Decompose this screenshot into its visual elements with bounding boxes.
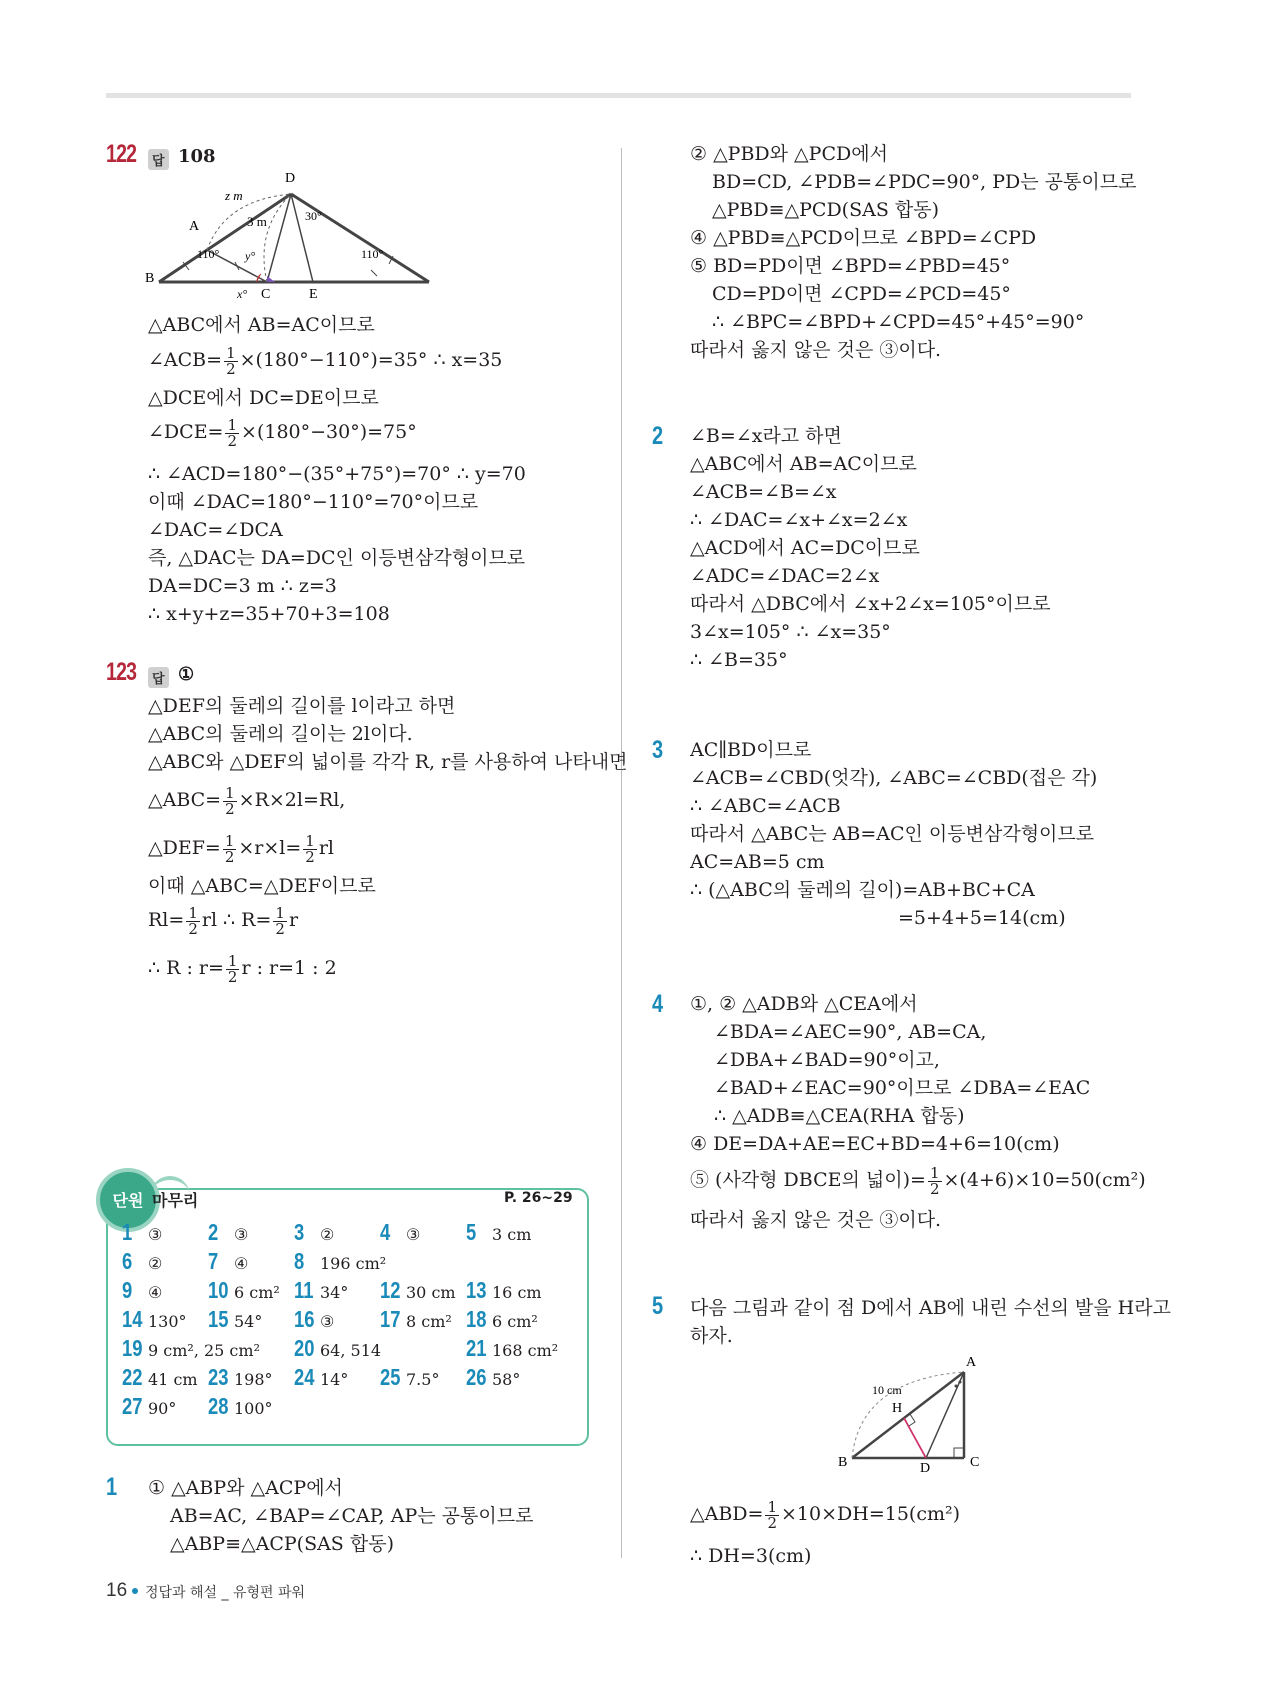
review-item-number: 9 bbox=[122, 1277, 133, 1303]
problem-number: 122 bbox=[106, 140, 137, 168]
review-item-number: 27 bbox=[122, 1393, 143, 1419]
solution-line: ∠B=∠x라고 하면 bbox=[690, 425, 842, 447]
solution-line: CD=PD이면 ∠CPD=∠PCD=45° bbox=[712, 283, 1011, 305]
review-item-number: 28 bbox=[208, 1393, 229, 1419]
review-answer-item bbox=[208, 1248, 248, 1275]
label-C: C bbox=[970, 1455, 980, 1470]
review-item-value: ③ bbox=[320, 1312, 335, 1331]
review-item-value: ④ bbox=[234, 1254, 249, 1273]
solution-line-acb: ∠ACB= $\frac{1}{2}$ ×(180°−110°)=35° ∴ x=35 bbox=[148, 343, 503, 378]
review-answer-item bbox=[122, 1277, 162, 1304]
question-number: 1 bbox=[106, 1473, 118, 1501]
review-answer-item bbox=[294, 1364, 348, 1391]
review-item-value: 41 cm bbox=[148, 1370, 198, 1389]
review-answer-item bbox=[380, 1277, 456, 1304]
review-item-number: 25 bbox=[380, 1364, 401, 1390]
review-item-number: 13 bbox=[466, 1277, 487, 1303]
review-item-number: 1 bbox=[122, 1219, 133, 1245]
review-label: 마무리 bbox=[152, 1191, 199, 1210]
top-rule bbox=[106, 93, 1131, 98]
review-item-value: 6 cm² bbox=[234, 1283, 280, 1302]
solution-line: 3∠x=105° ∴ ∠x=35° bbox=[690, 621, 891, 643]
solution-line: ∠DBA+∠BAD=90°이고, bbox=[714, 1049, 940, 1071]
review-answer-item bbox=[208, 1393, 273, 1420]
solution-line: ∴ ∠ABC=∠ACB bbox=[690, 795, 841, 817]
review-answer-item bbox=[466, 1306, 538, 1333]
review-item-value: ② bbox=[148, 1254, 163, 1273]
solution-line: BD=CD, ∠PDB=∠PDC=90°, PD는 공통이므로 bbox=[712, 171, 1137, 193]
label-zm: z m bbox=[225, 188, 243, 203]
triangle-figure-122 bbox=[145, 170, 435, 300]
review-item-number: 6 bbox=[122, 1248, 133, 1274]
review-item-number: 20 bbox=[294, 1335, 315, 1361]
solution-line: ∴ △ADB≡△CEA(RHA 합동) bbox=[714, 1105, 965, 1127]
problem-number: 123 bbox=[106, 658, 137, 686]
solution-line: 따라서 옳지 않은 것은 ③이다. bbox=[690, 339, 942, 361]
review-item-number: 18 bbox=[466, 1306, 487, 1332]
review-item-value: 54° bbox=[234, 1312, 263, 1331]
solution-line: △PBD≡△PCD(SAS 합동) bbox=[712, 199, 940, 221]
review-item-value: 16 cm bbox=[492, 1283, 542, 1302]
review-item-number: 14 bbox=[122, 1306, 143, 1332]
label-H: H bbox=[892, 1401, 903, 1416]
review-item-value: 64, 514 bbox=[320, 1341, 382, 1360]
review-answer-item bbox=[208, 1306, 262, 1333]
solution-line: △ABC에서 AB=AC이므로 bbox=[148, 314, 375, 336]
review-item-value: 30 cm bbox=[406, 1283, 456, 1302]
review-item-value: ③ bbox=[148, 1225, 163, 1244]
solution-line-abc: △ABC= $\frac{1}{2}$ ×R×2l=Rl, bbox=[148, 783, 346, 818]
solution-line-area: ⑤ (사각형 DBCE의 넓이)= $\frac{1}{2}$ ×(4+6)×10=50(cm²) bbox=[690, 1163, 1146, 1198]
solution-line: △ACD에서 AC=DC이므로 bbox=[690, 537, 920, 559]
review-item-value: ③ bbox=[234, 1225, 249, 1244]
question-number: 2 bbox=[652, 422, 664, 450]
review-tag: 단원 bbox=[96, 1168, 160, 1232]
label-110-a: 110° bbox=[197, 247, 220, 261]
review-item-value: 130° bbox=[148, 1312, 187, 1331]
review-answer-item bbox=[294, 1277, 348, 1304]
solution-line: 다음 그림과 같이 점 D에서 AB에 내린 수선의 발을 H라고 bbox=[690, 1297, 1171, 1319]
review-item-value: ② bbox=[320, 1225, 335, 1244]
review-item-number: 23 bbox=[208, 1364, 229, 1390]
solution-line: ② △PBD와 △PCD에서 bbox=[690, 143, 888, 165]
solution-line: 따라서 △ABC는 AB=AC인 이등변삼각형이므로 bbox=[690, 823, 1095, 845]
review-answer-item bbox=[294, 1219, 334, 1246]
review-answer-item bbox=[208, 1364, 273, 1391]
label-y: y° bbox=[245, 249, 256, 263]
solution-line-dce: ∠DCE= $\frac{1}{2}$ ×(180°−30°)=75° bbox=[148, 415, 417, 450]
solution-line: ① △ABP와 △ACP에서 bbox=[148, 1477, 343, 1499]
solution-line: ∠ACB=∠B=∠x bbox=[690, 481, 837, 503]
solution-line: AC=AB=5 cm bbox=[690, 851, 825, 873]
solution-line: ∠ACB=∠CBD(엇각), ∠ABC=∠CBD(접은 각) bbox=[690, 767, 1098, 789]
footer-bullet bbox=[132, 1588, 138, 1594]
review-item-value: 14° bbox=[320, 1370, 349, 1389]
solution-line: ①, ② △ADB와 △CEA에서 bbox=[690, 993, 918, 1015]
review-item-number: 8 bbox=[294, 1248, 305, 1274]
review-answer-item bbox=[466, 1277, 542, 1304]
solution-line: △DCE에서 DC=DE이므로 bbox=[148, 387, 379, 409]
solution-line: ∠DAC=∠DCA bbox=[148, 519, 283, 541]
review-item-value: 9 cm², 25 cm² bbox=[148, 1341, 260, 1360]
solution-line: ∠BDA=∠AEC=90°, AB=CA, bbox=[714, 1021, 987, 1043]
label-10cm: 10 cm bbox=[872, 1383, 902, 1397]
solution-line-rl: Rl= $\frac{1}{2}$ rl ∴ R= $\frac{1}{2}$ r bbox=[148, 903, 299, 938]
solution-line: 따라서 옳지 않은 것은 ③이다. bbox=[690, 1209, 942, 1231]
solution-line: DA=DC=3 m ∴ z=3 bbox=[148, 575, 337, 597]
solution-line: AC∥BD이므로 bbox=[690, 739, 812, 761]
solution-line-ratio: ∴ R : r= $\frac{1}{2}$ r : r=1 : 2 bbox=[148, 951, 337, 986]
review-answer-item bbox=[208, 1277, 280, 1304]
review-item-value: 100° bbox=[234, 1399, 273, 1418]
solution-line: 따라서 △DBC에서 ∠x+2∠x=105°이므로 bbox=[690, 593, 1051, 615]
review-answer-item bbox=[380, 1364, 439, 1391]
label-C: C bbox=[261, 287, 271, 300]
review-item-number: 24 bbox=[294, 1364, 315, 1390]
review-item-value: 90° bbox=[148, 1399, 177, 1418]
review-item-number: 16 bbox=[294, 1306, 315, 1332]
solution-line: ∠ADC=∠DAC=2∠x bbox=[690, 565, 880, 587]
footer-title: 정답과 해설 _ 유형편 파워 bbox=[145, 1585, 306, 1601]
review-item-number: 10 bbox=[208, 1277, 229, 1303]
label-B: B bbox=[145, 271, 155, 286]
solution-line: ④ △PBD≡△PCD이므로 ∠BPD=∠CPD bbox=[690, 227, 1037, 249]
review-item-number: 19 bbox=[122, 1335, 143, 1361]
label-110-b: 110° bbox=[361, 247, 384, 261]
review-answer-item bbox=[466, 1335, 558, 1362]
question-number: 5 bbox=[652, 1292, 664, 1320]
answer-value: ① bbox=[178, 664, 195, 685]
label-3m: 3 m bbox=[247, 214, 267, 229]
review-item-value: 168 cm² bbox=[492, 1341, 559, 1360]
review-answer-item bbox=[380, 1306, 452, 1333]
solution-line: ∴ (△ABC의 둘레의 길이)=AB+BC+CA bbox=[690, 879, 1035, 901]
review-item-value: 196 cm² bbox=[320, 1254, 387, 1273]
review-answer-item bbox=[122, 1248, 162, 1275]
column-divider bbox=[621, 148, 622, 1558]
review-answer-item bbox=[122, 1219, 162, 1246]
review-item-number: 11 bbox=[294, 1277, 314, 1303]
label-x: x° bbox=[237, 287, 248, 300]
review-answer-item bbox=[294, 1335, 381, 1362]
label-E: E bbox=[309, 287, 318, 300]
review-answer-item bbox=[466, 1364, 520, 1391]
label-B: B bbox=[838, 1455, 848, 1470]
solution-line: AB=AC, ∠BAP=∠CAP, AP는 공통이므로 bbox=[170, 1505, 534, 1527]
review-answer-item bbox=[208, 1219, 248, 1246]
label-A: A bbox=[189, 219, 200, 234]
review-answer-item bbox=[466, 1219, 531, 1246]
solution-line: ⑤ BD=PD이면 ∠BPD=∠PBD=45° bbox=[690, 255, 1011, 277]
page-reference: P. 26~29 bbox=[504, 1190, 573, 1206]
solution-line: △ABC와 △DEF의 넓이를 각각 R, r를 사용하여 나타내면 bbox=[148, 751, 628, 773]
solution-line: ∴ ∠DAC=∠x+∠x=2∠x bbox=[690, 509, 908, 531]
review-item-value: 58° bbox=[492, 1370, 521, 1389]
review-item-number: 15 bbox=[208, 1306, 229, 1332]
solution-line: △ABC의 둘레의 길이는 2l이다. bbox=[148, 723, 413, 745]
review-item-number: 17 bbox=[380, 1306, 401, 1332]
review-item-value: 3 cm bbox=[492, 1225, 532, 1244]
review-answer-item bbox=[294, 1248, 386, 1275]
review-item-number: 3 bbox=[294, 1219, 305, 1245]
label-30: 30° bbox=[305, 209, 322, 223]
question-number: 4 bbox=[652, 990, 664, 1018]
question-number: 3 bbox=[652, 736, 664, 764]
solution-line: △ABP≡△ACP(SAS 합동) bbox=[170, 1533, 394, 1555]
solution-line: ∴ ∠ACD=180°−(35°+75°)=70° ∴ y=70 bbox=[148, 463, 526, 485]
review-item-number: 21 bbox=[466, 1335, 487, 1361]
right-triangle-figure-5 bbox=[830, 1350, 1000, 1475]
solution-line: 이때 △ABC=△DEF이므로 bbox=[148, 875, 376, 897]
review-item-number: 4 bbox=[380, 1219, 391, 1245]
review-answer-item bbox=[122, 1364, 198, 1391]
answer-badge: 답 bbox=[148, 149, 169, 170]
review-item-number: 22 bbox=[122, 1364, 143, 1390]
review-answer-item bbox=[294, 1306, 334, 1333]
answer-value: 108 bbox=[178, 146, 216, 167]
review-answer-item bbox=[122, 1306, 187, 1333]
solution-line-abd: △ABD= $\frac{1}{2}$ ×10×DH=15(cm²) bbox=[690, 1497, 961, 1532]
solution-line: =5+4+5=14(cm) bbox=[898, 907, 1066, 929]
review-answer-item bbox=[380, 1219, 420, 1246]
review-item-value: ④ bbox=[148, 1283, 163, 1302]
solution-line: 즉, △DAC는 DA=DC인 이등변삼각형이므로 bbox=[148, 547, 526, 569]
solution-line: 이때 ∠DAC=180°−110°=70°이므로 bbox=[148, 491, 479, 513]
review-item-value: ③ bbox=[406, 1225, 421, 1244]
review-item-value: 198° bbox=[234, 1370, 273, 1389]
review-item-number: 12 bbox=[380, 1277, 401, 1303]
label-A: A bbox=[966, 1355, 977, 1370]
page-number: 16 bbox=[106, 1580, 128, 1601]
solution-line: ∠BAD+∠EAC=90°이므로 ∠DBA=∠EAC bbox=[714, 1077, 1091, 1099]
review-answer-item bbox=[122, 1335, 260, 1362]
solution-line-def: △DEF= $\frac{1}{2}$ ×r×l= $\frac{1}{2}$ rl bbox=[148, 831, 335, 866]
review-item-value: 7.5° bbox=[406, 1370, 440, 1389]
solution-line: 하자. bbox=[690, 1325, 733, 1347]
review-item-number: 5 bbox=[466, 1219, 477, 1245]
solution-line: ∴ x+y+z=35+70+3=108 bbox=[148, 603, 390, 625]
review-answer-item bbox=[122, 1393, 176, 1420]
solution-line: ∴ ∠B=35° bbox=[690, 649, 788, 671]
answer-badge: 답 bbox=[148, 667, 169, 688]
review-item-number: 26 bbox=[466, 1364, 487, 1390]
label-D: D bbox=[285, 171, 296, 186]
solution-line: △ABC에서 AB=AC이므로 bbox=[690, 453, 917, 475]
review-item-value: 6 cm² bbox=[492, 1312, 538, 1331]
review-item-number: 7 bbox=[208, 1248, 219, 1274]
review-item-value: 34° bbox=[320, 1283, 349, 1302]
solution-line: △DEF의 둘레의 길이를 l이라고 하면 bbox=[148, 695, 456, 717]
review-item-number: 2 bbox=[208, 1219, 219, 1245]
solution-line: ④ DE=DA+AE=EC+BD=4+6=10(cm) bbox=[690, 1133, 1060, 1155]
label-D: D bbox=[920, 1461, 931, 1475]
solution-line: ∴ DH=3(cm) bbox=[690, 1545, 812, 1567]
solution-line: ∴ ∠BPC=∠BPD+∠CPD=45°+45°=90° bbox=[712, 311, 1085, 333]
review-item-value: 8 cm² bbox=[406, 1312, 452, 1331]
